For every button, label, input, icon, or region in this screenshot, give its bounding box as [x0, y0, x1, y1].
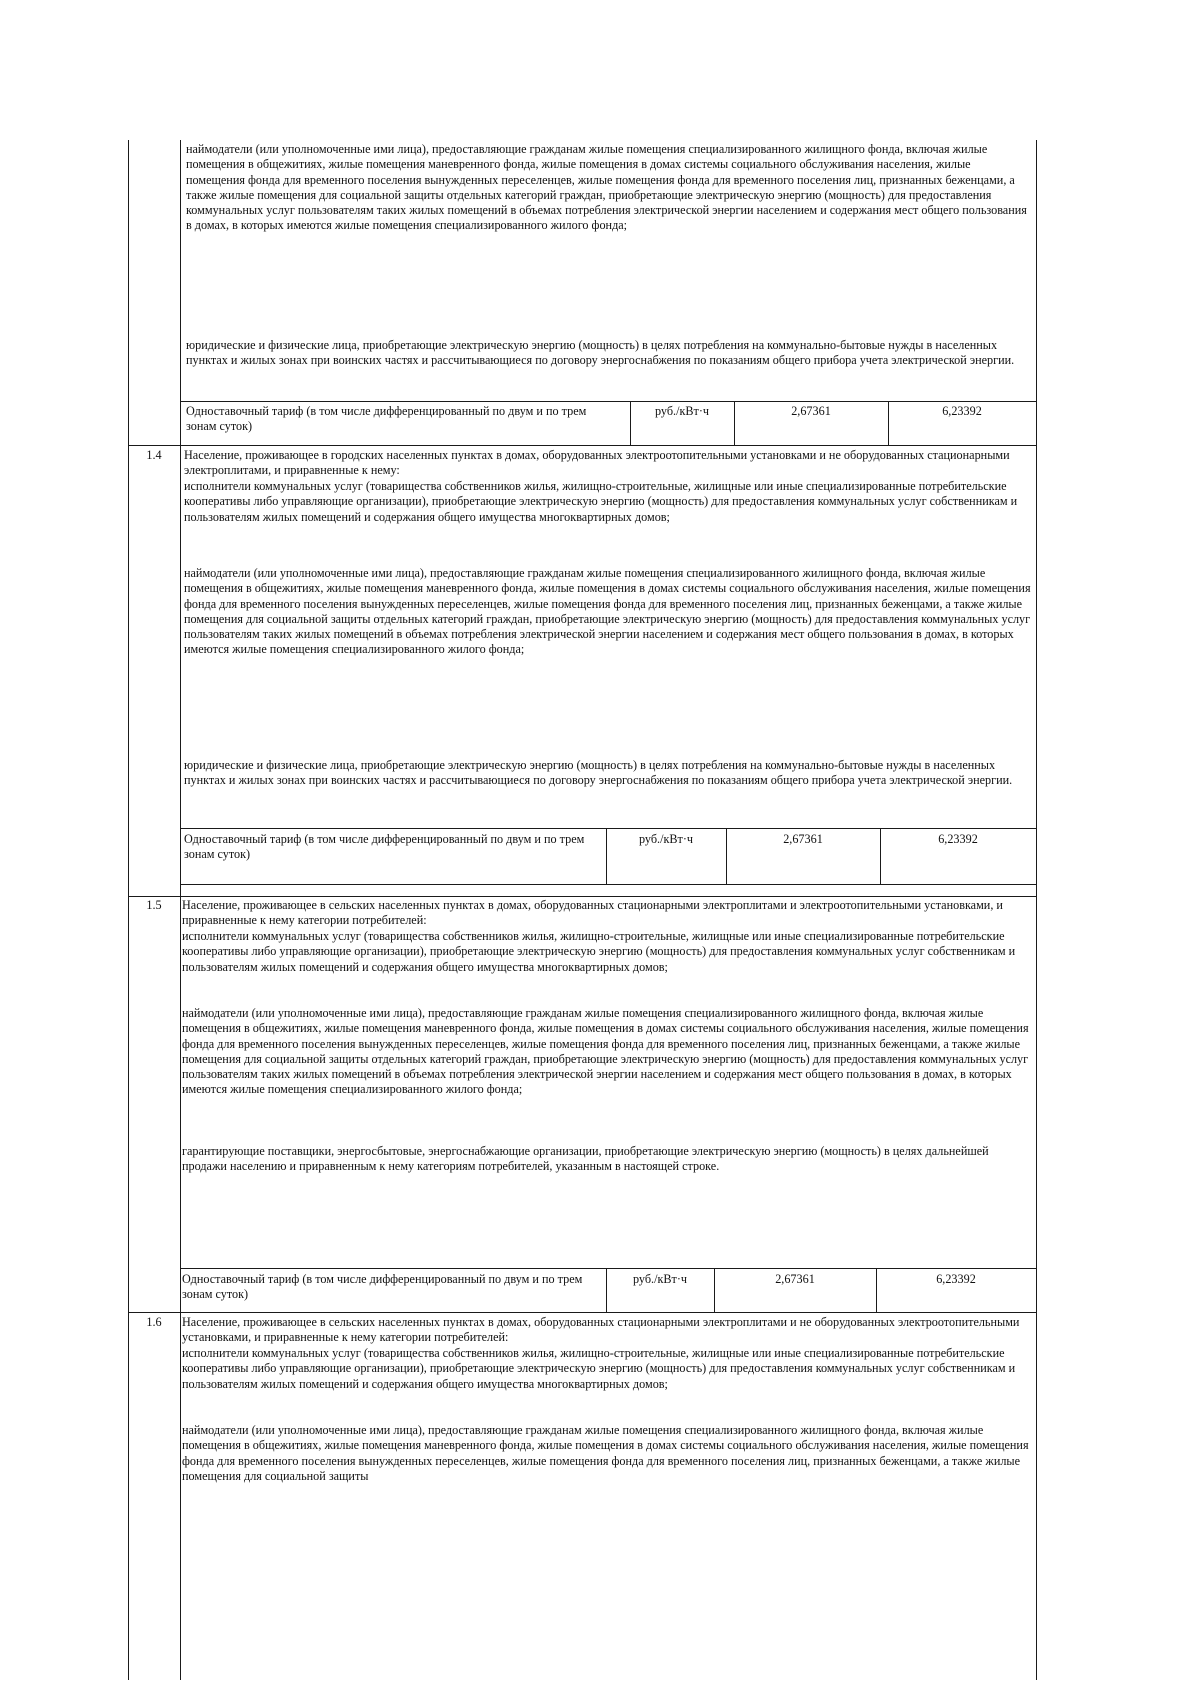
row-1-5-paragraph-3: наймодатели (или уполномоченные ими лица), предоставляющие гражданам жилые помещения специализированного жилищного фонда, включая жилые помещения в общежитиях, жилые помещения маневренного фонда, жилые помещения в домах системы социального обслуживания населения, жилые помещения фонда для временного поселения вынужденных переселенцев, жилые помещения фонда для временного поселения лиц, признанных беженцами, а также жилые помещения для социальной защиты отдельных категорий граждан, приобретающие электрическую энергию (мощность) для предоставления коммунальных услуг пользователям таких жилых помещений в объемах потребления электрической энергии населением и содержания мест общего пользования в домах, в которых имеются жилые помещения специализированного жилого фонда;	[182, 1006, 1029, 1097]
row-a-tariff-top	[180, 401, 1036, 402]
row-1-5-paragraph-4: гарантирующие поставщики, энергосбытовые, энергоснабжающие организации, приобретающие электрическую энергию (мощность) в целях дальнейшей продажи населению и приравненным к нему категориям потребителей, указанным в настоящей строке.	[182, 1144, 989, 1174]
row-1-5-paragraph-1: Население, проживающее в сельских населенных пунктах в домах, оборудованных стационарными электроплитами и электроотопительными установками, и приравненные к нему категории потребителей:	[182, 898, 1003, 928]
row-1-6-paragraph-2: исполнители коммунальных услуг (товарищества собственников жилья, жилищно-строительные, жилищные или иные специализированные потребительские кооперативы либо управляющие организации), приобретающие электрическую энергию (мощность) для предоставления коммунальных услуг собственникам и пользователям жилых помещений и содержания общего имущества многоквартирных домов;	[182, 1346, 1016, 1391]
row-1-6-paragraph-1: Население, проживающее в сельских населенных пунктах в домах, оборудованных стационарными электроплитами и не оборудованных электроотопительными установками, и приравненные к нему категории потребителей:	[182, 1315, 1020, 1345]
row-1-4-number: 1.4	[146, 448, 162, 462]
table-number-column-border	[180, 140, 181, 1680]
row-1-6-number: 1.6	[146, 1315, 162, 1329]
row-1-6-paragraph-3: наймодатели (или уполномоченные ими лица), предоставляющие гражданам жилые помещения специализированного жилищного фонда, включая жилые помещения в общежитиях, жилые помещения маневренного фонда, жилые помещения в домах системы социального обслуживания населения, жилые помещения фонда для временного поселения вынужденных переселенцев, жилые помещения фонда для временного поселения лиц, признанных беженцами, а также жилые помещения для социальной защиты	[182, 1423, 1029, 1483]
row-1-5-paragraph-2: исполнители коммунальных услуг (товарищества собственников жилья, жилищно-строительные, жилищные или иные специализированные потребительские кооперативы либо управляющие организации), приобретающие электрическую энергию (мощность) для предоставления коммунальных услуг собственникам и пользователям жилых помещений и содержания общего имущества многоквартирных домов;	[182, 929, 1016, 974]
row-1-4-tariff-top	[180, 828, 1036, 829]
row-1-4-paragraph-2: исполнители коммунальных услуг (товарищества собственников жилья, жилищно-строительные, жилищные или иные специализированные потребительские кооперативы либо управляющие организации), приобретающие электрическую энергию (мощность) для предоставления коммунальных услуг собственникам и пользователям жилых помещений и содержания общего имущества многоквартирных домов;	[184, 479, 1018, 524]
row-1-5-top	[128, 896, 1036, 897]
row-1-4-tariff-value1: 2,67361	[783, 832, 823, 846]
row-1-5-number: 1.5	[146, 898, 162, 912]
row-a-tariff-label: Одноставочный тариф (в том числе дифференцированный по двум и по трем зонам суток)	[186, 404, 587, 434]
row-1-4-paragraph-4: юридические и физические лица, приобретающие электрическую энергию (мощность) в целях потребления на коммунально-бытовые нужды в населенных пунктах и жилых зонах при воинских частях и рассчитывающиеся по договору энергоснабжения по показаниям общего прибора учета электрической энергии.	[184, 758, 1013, 788]
row-a-paragraph-1: наймодатели (или уполномоченные ими лица), предоставляющие гражданам жилые помещения специализированного жилищного фонда, включая жилые помещения в общежитиях, жилые помещения маневренного фонда, жилые помещения в домах системы социального обслуживания населения, жилые помещения фонда для временного поселения вынужденных переселенцев, жилые помещения фонда для временного поселения лиц, признанных беженцами, а также жилые помещения для социальной защиты отдельных категорий граждан, приобретающие электрическую энергию (мощность) для предоставления коммунальных услуг пользователям таких жилых помещений в объемах потребления электрической энергии населением и содержания мест общего пользования в домах, в которых имеются жилые помещения специализированного жилого фонда;	[186, 142, 1027, 233]
row-1-4-tariff-bottom	[180, 884, 1036, 885]
row-1-5-tariff-unit: руб./кВт·ч	[632, 1272, 688, 1286]
row-1-6-top	[128, 1312, 1036, 1313]
row-1-5-tariff-value2: 6,23392	[936, 1272, 976, 1286]
row-1-4-paragraph-1: Население, проживающее в городских населенных пунктах в домах, оборудованных электроотопительными установками и не оборудованных стационарными электроплитами, и приравненные к нему:	[184, 448, 1010, 478]
row-1-4-tariff-value2: 6,23392	[938, 832, 978, 846]
row-a-paragraph-2: юридические и физические лица, приобретающие электрическую энергию (мощность) в целях потребления на коммунально-бытовые нужды в населенных пунктах и жилых зонах при воинских частях и рассчитывающиеся по договору энергоснабжения по показаниям общего прибора учета электрической энергии.	[186, 338, 1015, 368]
row-1-4-paragraph-3: наймодатели (или уполномоченные ими лица), предоставляющие гражданам жилые помещения специализированного жилищного фонда, включая жилые помещения в общежитиях, жилые помещения маневренного фонда, жилые помещения в домах системы социального обслуживания населения, жилые помещения фонда для временного поселения вынужденных переселенцев, жилые помещения фонда для временного поселения лиц, признанных беженцами, а также жилые помещения для социальной защиты отдельных категорий граждан, приобретающие электрическую энергию (мощность) для предоставления коммунальных услуг пользователям таких жилых помещений в объемах потребления электрической энергии населением и содержания мест общего пользования в домах, в которых имеются жилые помещения специализированного жилого фонда;	[184, 566, 1031, 657]
row-1-4-tariff-unit: руб./кВт·ч	[638, 832, 694, 846]
row-a-tariff-value1: 2,67361	[791, 404, 831, 418]
row-1-5-tariff-top	[180, 1268, 1036, 1269]
row-a-tariff-value2: 6,23392	[942, 404, 982, 418]
row-a-tariff-unit: руб./кВт·ч	[654, 404, 710, 418]
row-1-4-tariff-label: Одноставочный тариф (в том числе дифференцированный по двум и по трем зонам суток)	[184, 832, 585, 862]
row-1-4-top	[128, 445, 1036, 446]
row-1-5-tariff-label: Одноставочный тариф (в том числе дифференцированный по двум и по трем зонам суток)	[182, 1272, 583, 1302]
table-right-border	[1036, 140, 1037, 1680]
row-1-5-tariff-value1: 2,67361	[775, 1272, 815, 1286]
